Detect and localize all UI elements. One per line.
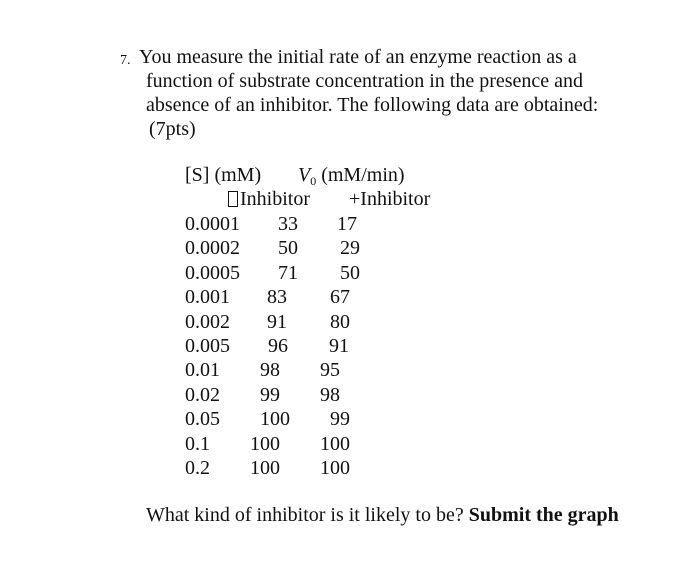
plus-inhibitor-header: +Inhibitor bbox=[349, 188, 431, 210]
rate-symbol: V bbox=[298, 164, 311, 186]
question-number: 7. bbox=[120, 53, 131, 68]
final-prompt-text: What kind of inhibitor is it likely to be? bbox=[146, 504, 469, 526]
table-cell-substrate: 0.0001 bbox=[185, 213, 240, 235]
table-cell-plus-inhibitor: 80 bbox=[330, 311, 350, 333]
table-cell-substrate: 0.2 bbox=[185, 457, 210, 479]
minus-inhibitor-header bbox=[228, 188, 310, 210]
table-cell-plus-inhibitor: 67 bbox=[330, 286, 350, 308]
table-cell-plus-inhibitor: 91 bbox=[329, 335, 349, 357]
table-cell-substrate: 0.002 bbox=[185, 311, 230, 333]
final-prompt-bold: Submit the graph bbox=[468, 504, 619, 526]
table-cell-minus-inhibitor: 83 bbox=[267, 286, 287, 308]
table-cell-plus-inhibitor: 98 bbox=[320, 384, 340, 406]
table-cell-substrate: 0.001 bbox=[185, 286, 230, 308]
table-cell-minus-inhibitor: 50 bbox=[278, 237, 298, 259]
table-cell-plus-inhibitor: 17 bbox=[337, 213, 357, 235]
question-line-3: absence of an inhibitor. The following data are obtained: bbox=[146, 94, 599, 116]
table-cell-substrate: 0.005 bbox=[185, 335, 230, 357]
question-line-4: (7pts) bbox=[149, 118, 196, 140]
table-cell-minus-inhibitor: 100 bbox=[260, 408, 290, 430]
table-cell-minus-inhibitor: 99 bbox=[260, 384, 280, 406]
table-cell-minus-inhibitor: 98 bbox=[260, 359, 280, 381]
question-line-1: You measure the initial rate of an enzyme reaction as a bbox=[139, 46, 577, 68]
table-cell-minus-inhibitor: 100 bbox=[250, 433, 280, 455]
table-cell-substrate: 0.1 bbox=[185, 433, 210, 455]
table-cell-plus-inhibitor: 29 bbox=[340, 237, 360, 259]
table-cell-minus-inhibitor: 96 bbox=[268, 335, 288, 357]
table-cell-minus-inhibitor: 71 bbox=[278, 262, 298, 284]
table-cell-substrate: 0.0005 bbox=[185, 262, 240, 284]
table-cell-substrate: 0.02 bbox=[185, 384, 220, 406]
table-cell-plus-inhibitor: 50 bbox=[340, 262, 360, 284]
missing-glyph-icon bbox=[228, 191, 238, 207]
table-cell-substrate: 0.0002 bbox=[185, 237, 240, 259]
table-cell-plus-inhibitor: 100 bbox=[320, 433, 350, 455]
table-cell-plus-inhibitor: 99 bbox=[330, 408, 350, 430]
rate-units: (mM/min) bbox=[316, 164, 405, 186]
table-cell-substrate: 0.01 bbox=[185, 359, 220, 381]
table-cell-substrate: 0.05 bbox=[185, 408, 220, 430]
rate-subscript: 0 bbox=[310, 174, 317, 188]
table-cell-plus-inhibitor: 100 bbox=[320, 457, 350, 479]
table-cell-minus-inhibitor: 100 bbox=[250, 457, 280, 479]
minus-inhibitor-label: Inhibitor bbox=[240, 188, 310, 210]
table-cell-minus-inhibitor: 91 bbox=[267, 311, 287, 333]
table-cell-plus-inhibitor: 95 bbox=[320, 359, 340, 381]
final-prompt bbox=[146, 504, 619, 526]
table-cell-minus-inhibitor: 33 bbox=[278, 213, 298, 235]
substrate-header: [S] (mM) bbox=[185, 164, 262, 186]
question-line-2: function of substrate concentration in the presence and bbox=[146, 70, 584, 92]
